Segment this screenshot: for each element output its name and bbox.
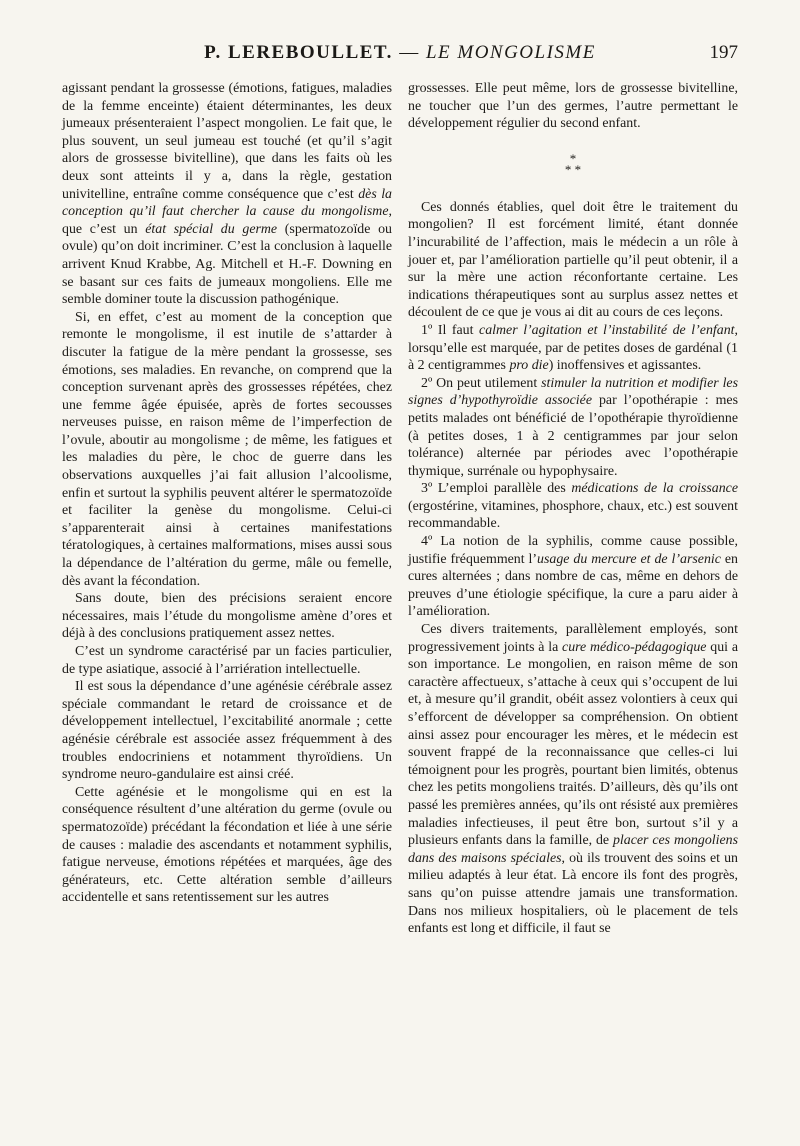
text: 2º On peut utilement bbox=[421, 375, 542, 391]
text: qui a son importance. Le mongolien, en raison même de son caractère affectueux, s’attache à ceux qui s’occupent de lui et, à mesure qu’il grandit, obéit assez volontiers à ceux qui s’efforcent de développer sa compréhension. On obtient ainsi assez pour encourager les mères, et le médecin est souvent frappé de la reconnaissance que celles-ci lui témoignent pour les progrès, pourtant bien limités, obtenus chez les petits mongoliens traités. D’ailleurs, dès qu’ils ont passé les premières années, qu’ils ont résisté aux premières maladies infectieuses, il peut être bon, surtout s’il y a plusieurs enfants dans la famille, de bbox=[408, 639, 738, 849]
italic-text: stimuler la nutrition et modifier les signes d’hypothyroïdie associée bbox=[408, 375, 738, 409]
text: C’est un syndrome caractérisé par un facies particulier, de type asiatique, associé à l’arriération intellectuelle. bbox=[62, 644, 392, 677]
author-name: P. LEREBOULLET. bbox=[204, 42, 393, 63]
text: (ergostérine, vitamines, phosphore, chaux, etc.) est souvent recommandable. bbox=[408, 498, 738, 532]
right-column bbox=[408, 80, 738, 938]
paragraph bbox=[408, 322, 738, 375]
text: agissant pendant la grossesse (émotions, fatigues, maladies de la femme enceinte) étaient déterminantes, les deux jumeaux présenteraient l’aspect mongolien. Le fait que, le plus souvent, un seul jumeau est touché (et qu’il s’agit alors de grossesse bivitelline), que dans les faits où les deux sont atteints il y a, dans la règle, gestation univitelline, entraîne comme conséquence que c’est bbox=[62, 81, 392, 202]
text: Il est sous la dépendance d’une agénésie cérébrale assez spéciale commandant le retard de croissance et de développement intellectuel, l’excitabilité anormale ; cette agénésie cérébrale est associée assez fréquemment à des troubles endocriniens et notamment thyroïdiens. Un syndrome neuro-gandulaire est ainsi créé. bbox=[62, 679, 392, 783]
text: par l’opothérapie : mes petits malades ont bénéficié de l’opothérapie thyroïdienne (à petites doses, 1 à 2 centigrammes par jour selon tolérance) alternée par périodes avec l’opothérapie thymique, surrénale ou hypophysaire. bbox=[408, 393, 738, 479]
italic-text: médications de la croissance bbox=[571, 481, 738, 497]
section-separator bbox=[408, 150, 738, 177]
text: , lorsqu’elle est marquée, par de petites doses de gardénal (1 à 2 centigrammes bbox=[408, 322, 738, 374]
text: Ces donnés établies, quel doit être le traitement du mongolien? Il est forcément limité, étant donnée l’incurabilité de l’affection, mais le médecin a un rôle à jouer et, par l’amélioration partielle qu’il peut obtenir, il a sur la mère une action réconfortante certaine. Les indications thérapeutiques sont au surplus assez nettes et découlent de ce que je vous ai dit au cours de ces leçons. bbox=[408, 199, 738, 321]
text: , où ils trouvent des soins et un milieu adaptés à leur état. Là encore ils font des progrès, sans qu’on puisse attendre jamais une transformation. Dans nos milieux hospitaliers, où le placement de tels enfants est long et difficile, il faut se bbox=[408, 850, 738, 937]
text: grossesses. Elle peut même, lors de grossesse bivitelline, ne toucher que l’un des germes, l’autre permettant le développement régulier du second enfant. bbox=[408, 81, 738, 132]
text: Si, en effet, c’est au moment de la conception que remonte le mongolisme, il est inutile de s’attarder à discuter la fatigue de la mère pendant la grossesse, ses émotions, ses maladies. En revanche, on comprend que la conception survenant après des grossesses répétées, chez une femme âgée épuisée, après de fortes secousses nerveuses puisse, en raison même de l’imperfection de l’ovule, aboutir au mongolisme ; de même, les fatigues et les maladies du père, le choc de guerre dans les observations auxquelles j’ai fait allusion l’alcoolisme, enfin et surtout la syphilis peuvent altérer le spermatozoïde et faciliter la genèse du mongolisme. Celui-ci s’apparenterait ainsi à certaines manifestations tératologiques, à certaines malformations, mises aussi sous la dépendance de l’altération du germe, mâle ou femelle, dès avant la fécondation. bbox=[62, 309, 392, 589]
right-column-bottom bbox=[408, 199, 738, 938]
text: 3º L’emploi parallèle des bbox=[421, 481, 572, 497]
italic-text: usage du mercure et de l’arsenic bbox=[537, 551, 721, 567]
text: 4º La notion de la syphilis, comme cause possible, justifie fréquemment l’ bbox=[408, 534, 738, 567]
italic-text: cure médico-pédagogique bbox=[562, 639, 707, 655]
text: ) inoffensives et agissantes. bbox=[548, 358, 702, 374]
title-dash: — bbox=[392, 42, 426, 63]
left-column bbox=[62, 80, 392, 907]
book-title: LE MONGOLISME bbox=[425, 42, 596, 63]
paragraph bbox=[62, 643, 392, 678]
paragraph bbox=[62, 80, 392, 309]
text: 1º Il faut bbox=[421, 322, 480, 338]
separator-stars-bottom: * * bbox=[564, 161, 582, 177]
paragraph bbox=[408, 80, 738, 133]
separator-star-top: * bbox=[569, 150, 577, 166]
text: , que c’est un bbox=[62, 204, 392, 237]
italic-text: pro die bbox=[509, 358, 549, 374]
italic-text: dès la conception qu’il faut chercher la cause du mongolisme bbox=[62, 186, 392, 220]
paragraph bbox=[408, 480, 738, 533]
paragraph bbox=[62, 309, 392, 591]
paragraph bbox=[62, 590, 392, 643]
running-header bbox=[62, 42, 738, 78]
text: en cures alternées ; dans nombre de cas, même en dehors de preuves d’une étiologie spécifique, la cure a paru aider à l’amélioration. bbox=[408, 551, 738, 620]
paragraph bbox=[408, 199, 738, 322]
paragraph bbox=[408, 621, 738, 938]
right-column-top bbox=[408, 80, 738, 133]
text: (spermatozoïde ou ovule) qu’on doit incriminer. C’est la conclusion à laquelle arrivent Knud Krabbe, Ag. Mitchell et H.-F. Downing en se basant sur ces faits de jumeaux mongoliens. Elle me semble dominer toute la discussion pathogénique. bbox=[62, 221, 393, 308]
paragraph bbox=[408, 375, 738, 481]
italic-text: placer ces mongoliens dans des maisons spéciales bbox=[408, 833, 739, 866]
text: Sans doute, bien des précisions seraient encore nécessaires, mais l’étude du mongolisme amène d’ores et déjà à des conclusions pratiquement assez nettes. bbox=[62, 591, 392, 642]
paragraph bbox=[62, 784, 392, 907]
text: Ces divers traitements, parallèlement employés, sont progressivement joints à la bbox=[408, 622, 738, 655]
paragraph bbox=[408, 533, 738, 621]
running-title bbox=[62, 42, 738, 64]
page-number: 197 bbox=[709, 42, 738, 63]
italic-text: calmer l’agitation et l’instabilité de l’enfant bbox=[479, 322, 735, 338]
italic-text: état spécial du germe bbox=[145, 221, 278, 237]
text: Cette agénésie et le mongolisme qui en est la conséquence résultent d’une altération du germe (ovule ou spermatozoïde) précédant la fécondation et liée à une série de causes : maladie des ascendants et notamment syphilis, fatigue nerveuse, émotions répétées et marquées, âge des générateurs, etc. Cette altération semble d’ailleurs accidentelle et sans retentissement sur les autres bbox=[62, 784, 392, 906]
paragraph bbox=[62, 678, 392, 784]
